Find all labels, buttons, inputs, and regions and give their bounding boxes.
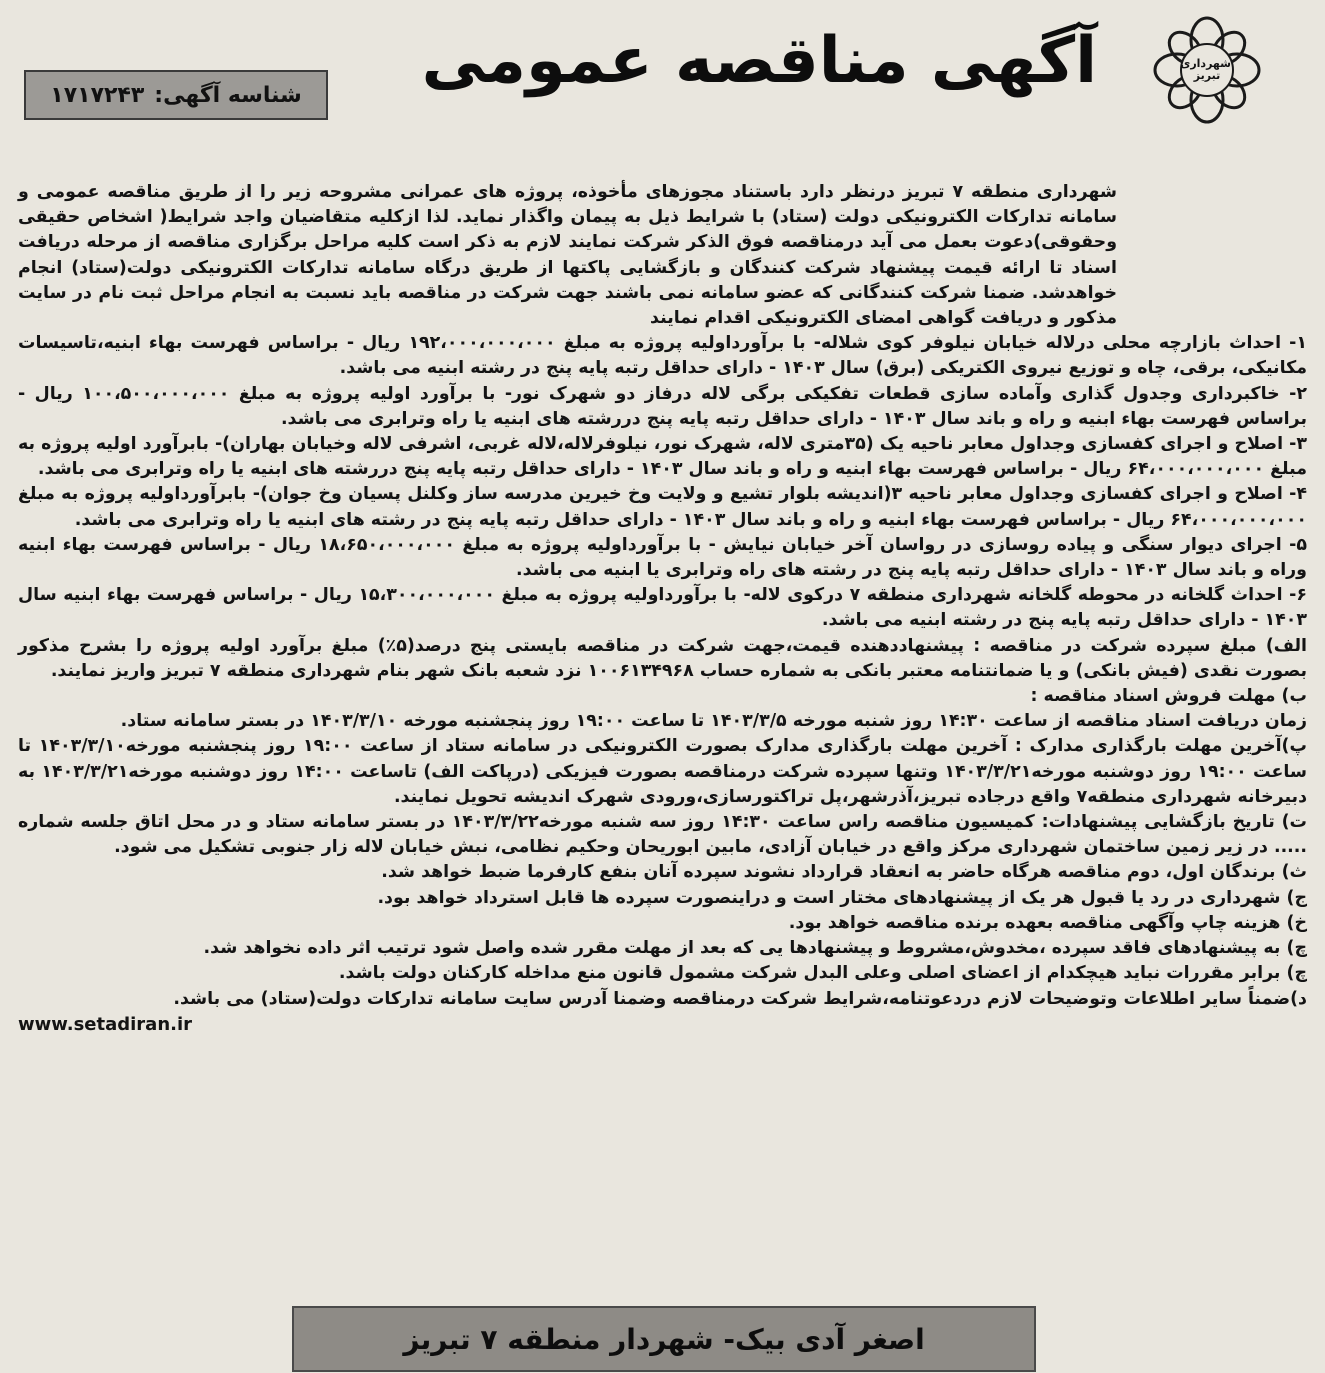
ad-id-value: ۱۷۱۷۲۴۳ (50, 82, 145, 108)
clause-sale-deadline-heading: ب) مهلت فروش اسناد مناقصه : (1030, 686, 1307, 707)
project-item-4: ۴- اصلاح و اجرای کفسازی وجداول معابر ناحیه ۳(اندیشه بلوار تشیع و ولایت وخ خیرین مدرسه ساز وکلنل پسیان وخ جوان)- بابرآورداولیه پروژه به مبلغ ۶۴،۰۰۰،۰۰۰،۰۰۰ ریال - براساس فهرست بهاء ابنیه و راه و باند سال ۱۴۰۳ - دارای حداقل رتبه پایه پنج در رشته های ابنیه یا راه وترابری می باشد. (18, 484, 1308, 530)
clause-more-info: د)ضمناً سایر اطلاعات وتوضیحات لازم دردعوتنامه،شرایط شرکت درمناقصه وضمنا آدرس سایت سامانه تدارکات دولت(ستاد) می باشد. (173, 988, 1307, 1009)
notice-body (18, 180, 1307, 1037)
logo-text: شهرداری تبریز (1180, 57, 1231, 82)
signature-box: اصغر آدی بیک- شهردار منطقه ۷ تبریز (292, 1306, 1036, 1372)
project-item-3: ۳- اصلاح و اجرای کفسازی وجداول معابر ناحیه یک (۳۵متری لاله، شهرک نور، نیلوفرلاله،لاله غربی، اشرفی لاله وخیابان بهاران)- بابرآورد اولیه پروژه به مبلغ ۶۴،۰۰۰،۰۰۰،۰۰۰ ریال - براساس فهرست بهاء ابنیه و راه و باند سال ۱۴۰۳ - دارای حداقل رتبه پایه پنج دررشته های ابنیه یا راه وترابری می باشد. (18, 434, 1307, 480)
clause-acceptance: ج) شهرداری در رد یا قبول هر یک از پیشنهادهای مختار است و دراینصورت سپرده ها قابل استرداد خواهد بود. (377, 887, 1307, 908)
ad-id-box (24, 70, 328, 120)
project-item-2: ۲- خاکبرداری وجدول گذاری وآماده سازی قطعات تفکیکی برگی لاله درفاز دو شهرک نور- با برآورد اولیه پروژه به مبلغ ۱۰۰،۵۰۰،۰۰۰،۰۰۰ ریال - براساس فهرست بهاء ابنیه و راه و باند سال ۱۴۰۳ - دارای حداقل رتبه پایه پنج دررشته های ابنیه یا راه وترابری می باشد. (18, 383, 1307, 429)
clause-invalid-bids: چ) به پیشنهادهای فاقد سپرده ،مخدوش،مشروط و پیشنهادها یی که بعد از مهلت مقرر شده واصل شود ترتیب اثر داده نخواهد شد. (203, 938, 1307, 959)
notice-title: آگهی مناقصه عمومی (421, 24, 1097, 98)
clause-winners: ث) برندگان اول، دوم مناقصه هرگاه حاضر به انعقاد قرارداد نشوند سپرده آنان بنفع کارفرما ضبط خواهد شد. (381, 862, 1307, 883)
intro-paragraph: شهرداری منطقه ۷ تبریز درنظر دارد باستناد مجوزهای مأخوذه، پروژه های عمرانی مشروحه زیر را از طریق مناقصه عمومی و سامانه تدارکات الکترونیکی دولت (ستاد) با شرایط ذیل به پیمان واگذار نماید. لذا ازکلیه متقاضیان واجد شرایط( اشخاص حقیقی وحقوقی)دعوت بعمل می آید درمناقصه فوق الذکر شرکت نمایند لازم به ذکر است کلیه مراحل برگزاری مناقصه از مرحله دریافت اسناد تا ارائه قیمت پیشنهاد شرکت کنندگان و بازگشایی پاکتها از طریق درگاه سامانه تدارکات الکترونیکی دولت(ستاد) انجام خواهدشد. ضمنا شرکت کنندگانی که عضو سامانه نمی باشند جهت شرکت در مناقصه باید نسبت به انجام مراحل ثبت نام در سایت مذکور و دریافت گواهی امضای الکترونیکی اقدام نمایند (18, 182, 1118, 329)
project-item-6: ۶- احداث گلخانه در محوطه گلخانه شهرداری منطقه ۷ درکوی لاله- با برآورداولیه پروژه به مبلغ ۱۵،۳۰۰،۰۰۰،۰۰۰ ریال - براساس فهرست بهاء ابنیه سال ۱۴۰۳ - دارای حداقل رتبه پایه پنج در رشته ابنیه می باشد. (18, 585, 1307, 631)
clause-cost: خ) هزینه چاپ وآگهی مناقصه بعهده برنده مناقصه خواهد بود. (788, 912, 1307, 933)
clause-sale-deadline: زمان دریافت اسناد مناقصه از ساعت ۱۴:۳۰ روز شنبه مورخه ۱۴۰۳/۳/۵ تا ساعت ۱۹:۰۰ روز پنجشنبه مورخه ۱۴۰۳/۳/۱۰ در بستر سامانه ستاد. (120, 711, 1307, 732)
ad-id-label: شناسه آگهی: (154, 82, 302, 108)
website-link[interactable]: www.setadiran.ir (18, 1013, 193, 1035)
clause-opening-date: ت) تاریخ بازگشایی پیشنهادات: کمیسیون مناقصه راس ساعت ۱۴:۳۰ روز سه شنبه مورخه۱۴۰۳/۳/۲۲ در بستر سامانه ستاد و در محل اتاق جلسه شماره ..... در زیر زمین ساختمان شهرداری مرکز واقع در خیابان آزادی، مابین ابوریحان وحکیم نظامی، نبش خیابان لاله زار جنوبی تشکیل می شود. (18, 812, 1308, 858)
notice-header (18, 10, 1307, 180)
clause-upload-deadline: پ)آخرین مهلت بارگذاری مدارک : آخرین مهلت بارگذاری مدارک بصورت الکترونیکی در سامانه ستاد از ساعت ۱۹:۰۰ روز پنجشنبه مورخه۱۴۰۳/۳/۱۰ تا ساعت ۱۹:۰۰ روز دوشنبه مورخه۱۴۰۳/۳/۲۱ وتنها سپرده شرکت درمناقصه بصورت فیزیکی (درپاکت الف) تاساعت ۱۴:۰۰ روز دوشنبه مورخه۱۴۰۳/۳/۲۱ به دبیرخانه شهرداری منطقه۷ واقع درجاده تبریز،آذرشهر،پل تراکتورسازی،ورودی شهرک اندیشه تحویل نمایند. (18, 736, 1307, 807)
municipality-logo-icon (1147, 10, 1267, 130)
project-item-1: ۱- احداث بازارچه محلی درلاله خیابان نیلوفر کوی شلاله- با برآورداولیه پروژه به مبلغ ۱۹۲،۰۰۰،۰۰۰،۰۰۰ ریال - براساس فهرست بهاء ابنیه،تاسیسات مکانیکی، برقی، چاه و توزیع نیروی الکتریکی (برق) سال ۱۴۰۳ - دارای حداقل رتبه پایه پنج در رشته ابنیه می باشد. (18, 333, 1307, 379)
clause-conflict: چ) برابر مقررات نباید هیچکدام از اعضای اصلی وعلی البدل شرکت مشمول قانون منع مداخله کارکنان دولت باشد. (338, 963, 1307, 984)
clause-deposit: الف) مبلغ سپرده شرکت در مناقصه : پیشنهاددهنده قیمت،جهت شرکت در مناقصه بایستی پنج درصد(۵٪) مبلغ برآورد اولیه پروژه را بشرح مذکور بصورت نقدی (فیش بانکی) و یا ضمانتنامه معتبر بانکی به شماره حساب ۱۰۰۶۱۳۴۹۶۸ نزد شعبه بانک شهر بنام شهرداری منطقه ۷ تبریز واریز نمایند. (18, 635, 1307, 681)
project-item-5: ۵- اجرای دیوار سنگی و پیاده روسازی در رواسان آخر خیابان نیایش - با برآورداولیه پروژه به مبلغ ۱۸،۶۵۰،۰۰۰،۰۰۰ ریال - براساس فهرست بهاء ابنیه وراه و باند سال ۱۴۰۳ - دارای حداقل رتبه پایه پنج در رشته های راه وترابری یا ابنیه می باشد. (18, 534, 1307, 581)
